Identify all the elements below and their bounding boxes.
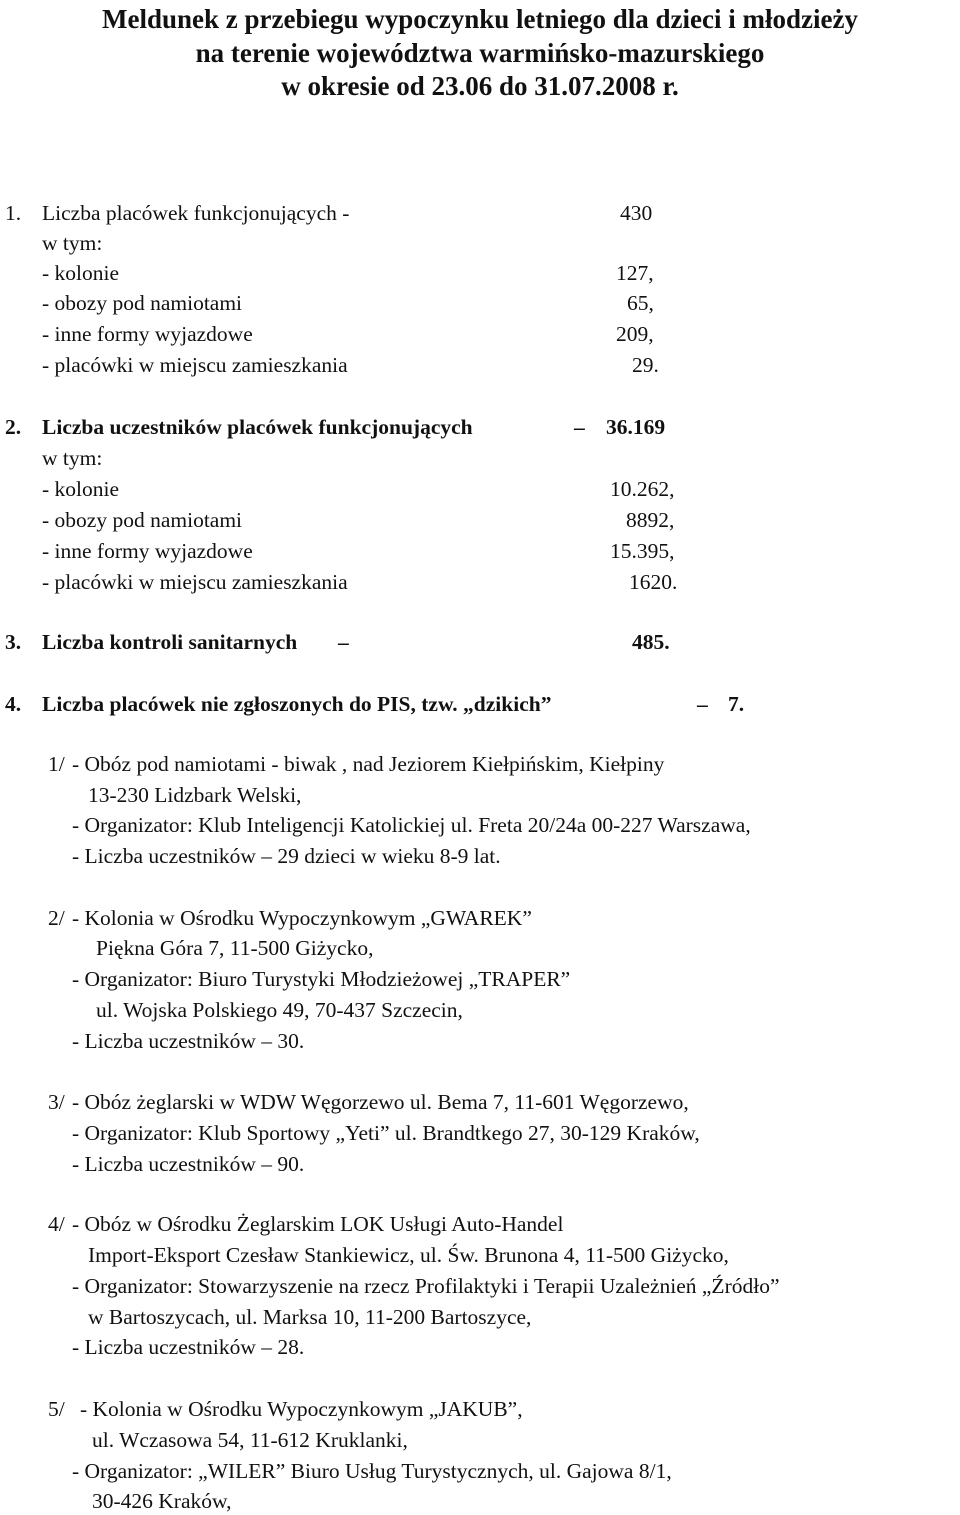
entry-1-line-4: - Liczba uczestników – 29 dzieci w wieku 8-9 lat.	[72, 844, 501, 868]
section-2-item-label: - inne formy wyjazdowe	[42, 539, 253, 563]
section-4-value: 7.	[728, 692, 745, 716]
entry-5-line-2: ul. Wczasowa 54, 11-612 Kruklanki,	[92, 1428, 408, 1452]
entry-4-line-2: Import-Eksport Czesław Stankiewicz, ul. Św. Brunona 4, 11-500 Giżycko,	[88, 1243, 729, 1267]
entry-4-line-4: w Bartoszycach, ul. Marksa 10, 11-200 Bartoszyce,	[88, 1305, 532, 1329]
section-1-item-label: - obozy pod namiotami	[42, 291, 243, 315]
entry-3-number: 3/	[48, 1090, 65, 1114]
section-4-number: 4.	[5, 692, 22, 716]
section-2-item-value: 8892,	[626, 508, 675, 532]
entry-3-line-2: - Organizator: Klub Sportowy „Yeti” ul. Brandtkego 27, 30-129 Kraków,	[72, 1121, 700, 1145]
section-1-item-label: - kolonie	[42, 261, 120, 285]
section-2-item-label: - placówki w miejscu zamieszkania	[42, 570, 348, 594]
entry-4-number: 4/	[48, 1212, 65, 1236]
section-2-value: 36.169	[606, 415, 666, 439]
document-title-line-3: w okresie od 23.06 do 31.07.2008 r.	[281, 71, 679, 101]
entry-4-line-1: - Obóz w Ośrodku Żeglarskim LOK Usługi Auto-Handel	[72, 1212, 564, 1236]
section-1-number: 1.	[5, 201, 22, 225]
section-1-value: 430	[620, 201, 653, 225]
entry-2-number: 2/	[48, 906, 65, 930]
entry-1-line-1: - Obóz pod namiotami - biwak , nad Jeziorem Kiełpińskim, Kiełpiny	[72, 752, 665, 776]
document-title-line-1: Meldunek z przebiegu wypoczynku letniego dla dzieci i młodzieży	[102, 4, 858, 34]
section-1-item-label: - placówki w miejscu zamieszkania	[42, 353, 348, 377]
entry-1-line-2: 13-230 Lidzbark Welski,	[88, 783, 302, 807]
section-1-item-value: 29.	[632, 353, 659, 377]
section-2-item-value: 15.395,	[610, 539, 675, 563]
entry-5-line-1: - Kolonia w Ośrodku Wypoczynkowym „JAKUB”,	[80, 1397, 523, 1421]
section-3-label: Liczba kontroli sanitarnych	[42, 630, 298, 654]
entry-3-line-1: - Obóz żeglarski w WDW Węgorzewo ul. Bema 7, 11-601 Węgorzewo,	[72, 1090, 689, 1114]
section-1-label: Liczba placówek funkcjonujących -	[42, 201, 350, 225]
section-2-item-label: - kolonie	[42, 477, 120, 501]
section-2-item-value: 10.262,	[610, 477, 675, 501]
entry-5-line-4: 30-426 Kraków,	[92, 1489, 232, 1513]
section-3-number: 3.	[5, 630, 22, 654]
section-4-label: Liczba placówek nie zgłoszonych do PIS, tzw. „dzikich”	[42, 692, 552, 716]
entry-1-line-3: - Organizator: Klub Inteligencji Katolickiej ul. Freta 20/24a 00-227 Warszawa,	[72, 813, 751, 837]
entry-2-line-1: - Kolonia w Ośrodku Wypoczynkowym „GWAREK”	[72, 906, 532, 930]
entry-4-line-5: - Liczba uczestników – 28.	[72, 1335, 305, 1359]
section-2-item-value: 1620.	[629, 570, 678, 594]
entry-1-number: 1/	[48, 752, 65, 776]
section-2-item-label: - obozy pod namiotami	[42, 508, 243, 532]
section-2-dash: –	[574, 415, 585, 439]
entry-4-line-3: - Organizator: Stowarzyszenie na rzecz Profilaktyki i Terapii Uzależnień „Źródło”	[72, 1274, 780, 1298]
section-2-number: 2.	[5, 415, 22, 439]
entry-5-number: 5/	[48, 1397, 65, 1421]
section-2-wtym: w tym:	[42, 446, 103, 470]
section-1-wtym: w tym:	[42, 231, 103, 255]
section-1-item-value: 127,	[616, 261, 654, 285]
entry-2-line-3: - Organizator: Biuro Turystyki Młodzieżowej „TRAPER”	[72, 967, 571, 991]
section-1-item-value: 209,	[616, 322, 654, 346]
section-1-item-value: 65,	[627, 291, 654, 315]
entry-2-line-2: Piękna Góra 7, 11-500 Giżycko,	[96, 936, 374, 960]
entry-3-line-3: - Liczba uczestników – 90.	[72, 1152, 305, 1176]
section-2-label: Liczba uczestników placówek funkcjonujących	[42, 415, 473, 439]
entry-2-line-4: ul. Wojska Polskiego 49, 70-437 Szczecin,	[96, 998, 463, 1022]
section-1-item-label: - inne formy wyjazdowe	[42, 322, 253, 346]
section-4-dash: –	[697, 692, 708, 716]
entry-5-line-3: - Organizator: „WILER” Biuro Usług Turystycznych, ul. Gajowa 8/1,	[72, 1459, 672, 1483]
entry-2-line-5: - Liczba uczestników – 30.	[72, 1029, 305, 1053]
document-title-line-2: na terenie województwa warmińsko-mazurskiego	[195, 38, 765, 68]
section-3-value: 485.	[632, 630, 670, 654]
section-3-dash: –	[338, 630, 349, 654]
